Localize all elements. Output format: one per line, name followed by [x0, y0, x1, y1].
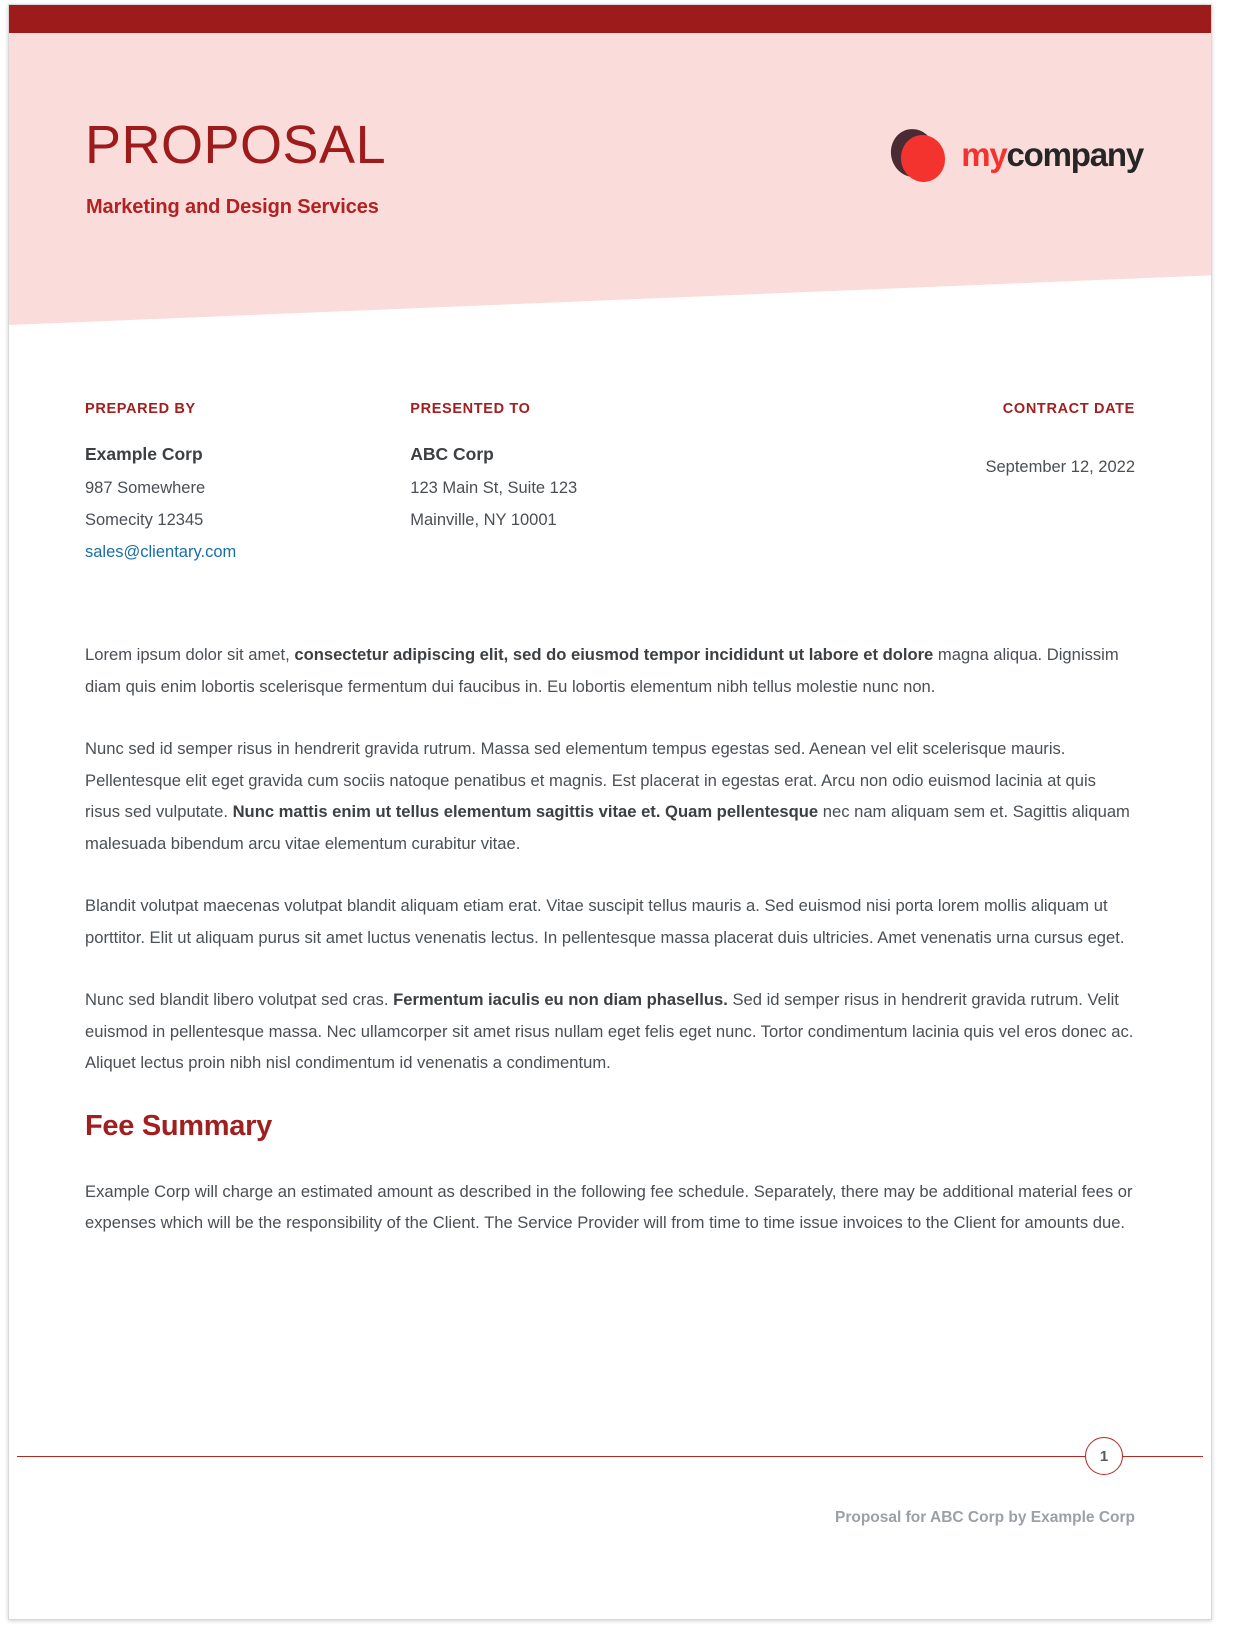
- paragraph-3: Blandit volutpat maecenas volutpat blandit aliquam etiam erat. Vitae suscipit tellus mauris a. Sed euismod nisi porta lorem mollis aliquam ut porttitor. Elit ut aliquam purus sit amet luctus venenatis lectus. In pellentesque massa placerat duis ultricies. Amet venenatis urna cursus eget.: [85, 896, 1125, 947]
- footer-note: Proposal for ABC Corp by Example Corp: [835, 1509, 1135, 1526]
- prepared-by-email-link[interactable]: sales@clientary.com: [85, 543, 237, 561]
- paragraph-1-tail: magna aliqua. Dignissim diam quis enim lobortis scelerisque fermentum dui faucibus in. Eu lobortis elementum nibh tellus molestie nunc non.: [85, 645, 1119, 696]
- prepared-by-name: Example Corp: [85, 444, 203, 464]
- fee-summary-heading: Fee Summary: [85, 1109, 272, 1142]
- document-meta: [9, 401, 1211, 562]
- prepared-by-label: PREPARED BY: [85, 401, 196, 417]
- paragraph-1: [85, 639, 1135, 702]
- overlapping-discs-logo-icon: [889, 127, 949, 183]
- paragraph-2: [85, 733, 1135, 859]
- prepared-by-address-line-2: Somecity 12345: [85, 511, 204, 529]
- logo-wordmark: [961, 136, 1143, 174]
- paragraph-4-lead: Nunc sed blandit libero volutpat sed cras.: [85, 990, 394, 1009]
- paragraph-4: [85, 984, 1135, 1079]
- page-title: PROPOSAL: [85, 115, 387, 175]
- page-subtitle: Marketing and Design Services: [86, 196, 379, 218]
- presented-to-address-line-1: 123 Main St, Suite 123: [410, 479, 578, 497]
- fee-summary-paragraph: Example Corp will charge an estimated amount as described in the following fee schedule. Separately, there may be additional material fees or expenses which will be the responsibility of the Client. The Service Provider will from time to time issue invoices to the Client for amounts due.: [85, 1181, 1133, 1232]
- prepared-by-column: [85, 401, 410, 562]
- document-body: [9, 639, 1211, 1270]
- contract-date-value: September 12, 2022: [985, 458, 1135, 476]
- contract-date-label: CONTRACT DATE: [1002, 401, 1135, 417]
- presented-to-column: [410, 401, 735, 562]
- presented-to-address-line-2: Mainville, NY 10001: [410, 511, 557, 529]
- page-number-badge: 1: [1085, 1437, 1123, 1475]
- document-page: [8, 4, 1212, 1620]
- presented-to-label: PRESENTED TO: [410, 401, 531, 417]
- presented-to-name: ABC Corp: [410, 444, 494, 464]
- paragraph-1-lead: Lorem ipsum dolor sit amet,: [85, 645, 295, 664]
- prepared-by-address-line-1: 987 Somewhere: [85, 479, 206, 497]
- header-content: [9, 33, 1211, 325]
- header-top-bar: [9, 5, 1211, 33]
- logo-wordmark-accent: my: [961, 136, 1007, 173]
- paragraph-1-bold: consectetur adipiscing elit, sed do eiusmod tempor incididunt ut labore et dolore: [294, 645, 934, 664]
- paragraph-2-lead: Nunc sed id semper risus in hendrerit gravida rutrum. Massa sed elementum tempus egestas sed. Aenean vel elit scelerisque mauris. Pellentesque elit eget gravida cum sociis natoque penatibus et magnis. Est placerat in egestas erat. Arcu non odio euismod lacinia at quis risus sed vulputate.: [85, 739, 1096, 821]
- paragraph-2-bold: Nunc mattis enim ut tellus elementum sagittis vitae et. Quam pellentesque: [232, 802, 819, 821]
- paragraph-4-bold: Fermentum iaculis eu non diam phasellus.: [393, 990, 728, 1009]
- company-logo: [889, 127, 1143, 183]
- footer-divider: [17, 1456, 1203, 1458]
- contract-date-column: [736, 401, 1135, 562]
- paragraph-4-tail: Sed id semper risus in hendrerit gravida rutrum. Velit euismod in pellentesque massa. Nec ullamcorper sit amet risus nullam eget felis eget nunc. Tortor condimentum lacinia quis vel eros donec ac. Aliquet lectus proin nibh nisl condimentum id venenatis a condimentum.: [85, 990, 1134, 1072]
- logo-wordmark-dark: company: [1006, 136, 1143, 173]
- paragraph-2-tail: nec nam aliquam sem et. Sagittis aliquam malesuada bibendum arcu vitae elementum curabitur vitae.: [85, 802, 1130, 853]
